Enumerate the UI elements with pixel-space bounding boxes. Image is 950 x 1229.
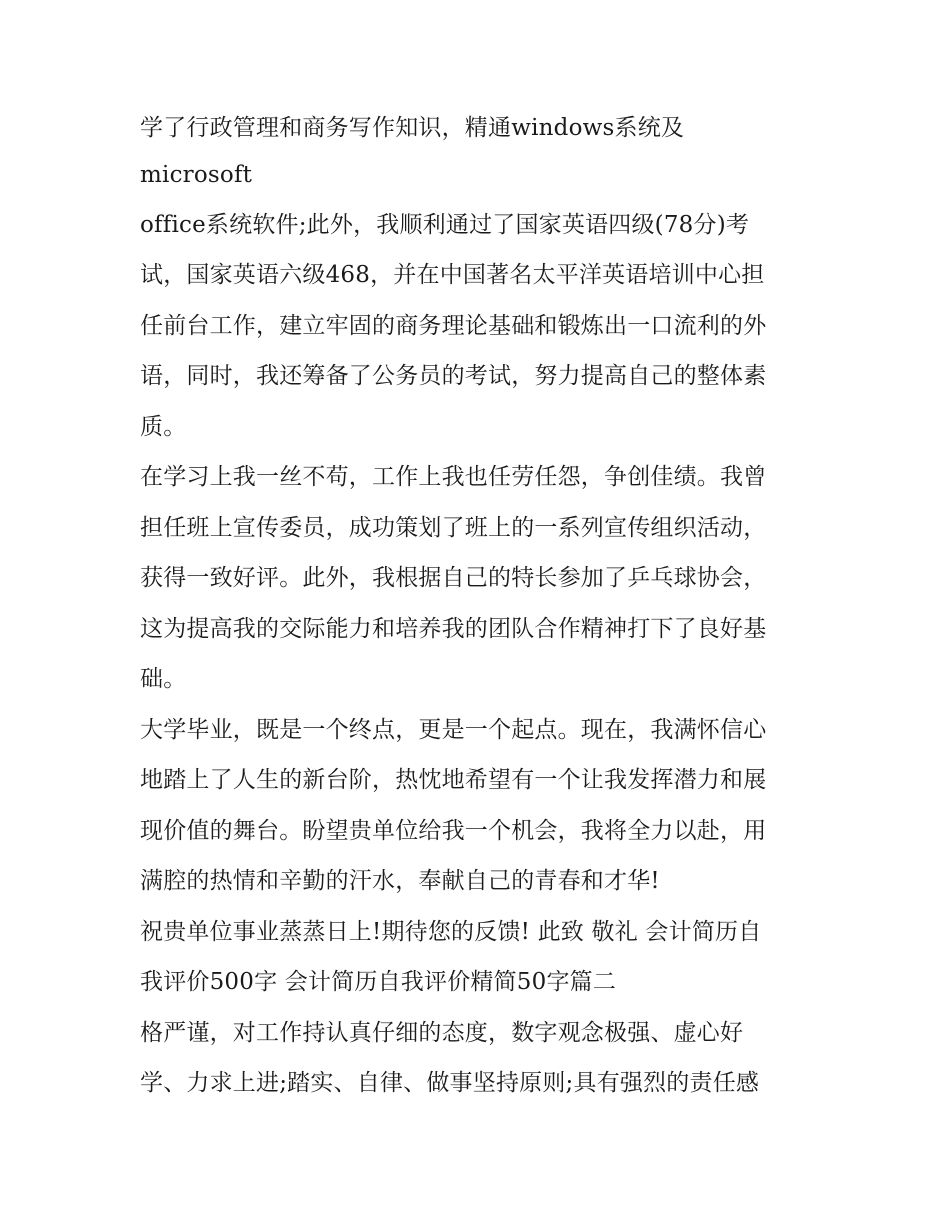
text-line: 满腔的热情和辛勤的汗水，奉献自己的青春和才华! — [140, 868, 660, 894]
text-line: 格严谨，对工作持认真仔细的态度，数字观念极强、虚心好 — [140, 1020, 744, 1046]
text-line: 质。 — [140, 414, 187, 440]
text-line: 祝贵单位事业蒸蒸日上!期待您的反馈! 此致 敬礼 会计简历自 — [140, 919, 762, 945]
text-line: 我评价500字 会计简历自我评价精简50字篇二 — [140, 969, 617, 995]
text-line: 这为提高我的交际能力和培养我的团队合作精神打下了良好基 — [140, 616, 767, 642]
text-line: 础。 — [140, 666, 187, 692]
text-line: 任前台工作，建立牢固的商务理论基础和锻炼出一口流利的外 — [140, 313, 767, 339]
text-line: 大学毕业，既是一个终点，更是一个起点。现在，我满怀信心 — [140, 717, 767, 743]
text-line: 学、力求上进;踏实、自律、做事坚持原则;具有强烈的责任感 — [140, 1070, 760, 1096]
text-line: 语，同时，我还筹备了公务员的考试，努力提高自己的整体素 — [140, 363, 767, 389]
text-line: 担任班上宣传委员，成功策划了班上的一系列宣传组织活动， — [140, 515, 767, 541]
text-line: 试，国家英语六级468，并在中国著名太平洋英语培训中心担 — [140, 262, 765, 288]
text-line: 地踏上了人生的新台阶，热忱地希望有一个让我发挥潜力和展 — [140, 767, 767, 793]
text-line: office系统软件;此外，我顺利通过了国家英语四级(78分)考 — [140, 212, 750, 238]
text-line: 获得一致好评。此外，我根据自己的特长参加了乒乓球协会， — [140, 565, 767, 591]
text-line: 现价值的舞台。盼望贵单位给我一个机会，我将全力以赴，用 — [140, 818, 767, 844]
text-line: microsoft — [140, 162, 253, 188]
text-line: 在学习上我一丝不苟，工作上我也任劳任怨，争创佳绩。我曾 — [140, 464, 767, 490]
text-line: 学了行政管理和商务写作知识，精通windows系统及 — [140, 115, 685, 141]
